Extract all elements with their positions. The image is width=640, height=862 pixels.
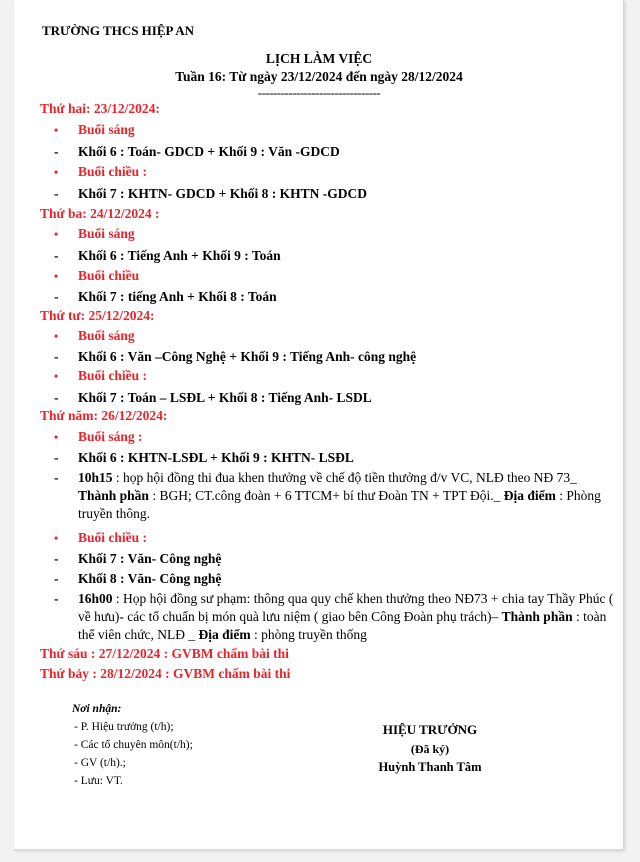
- schedule-item: - Khối 6 : Tiếng Anh + Khối 9 : Toán: [54, 248, 281, 263]
- session-label: • Buổi sáng :: [54, 429, 143, 444]
- day-friday: Thứ sáu : 27/12/2024 : GVBM chấm bài thi: [40, 646, 289, 661]
- session-label: • Buổi sáng: [54, 122, 135, 137]
- day-saturday: Thứ bảy : 28/12/2024 : GVBM chấm bài thi: [40, 666, 291, 681]
- session-label: • Buổi sáng: [54, 328, 135, 343]
- recipient-item: - GV (t/h).;: [74, 757, 126, 769]
- recipients-label: Nơi nhận:: [72, 703, 122, 715]
- schedule-item: - Khối 7 : Văn- Công nghệ: [54, 551, 222, 566]
- recipient-item: - Các tổ chuyên môn(t/h);: [74, 739, 193, 751]
- school-name: TRƯỜNG THCS HIỆP AN: [42, 23, 195, 38]
- session-label: • Buổi chiều :: [54, 368, 148, 383]
- document-title: LỊCH LÀM VIỆC: [265, 51, 373, 66]
- schedule-item: - Khối 6 : KHTN-LSĐL + Khối 9 : KHTN- LSĐL: [54, 450, 354, 465]
- signer-role: HIỆU TRƯỞNG: [382, 722, 478, 737]
- schedule-item: - Khối 6 : Toán- GDCD + Khối 9 : Văn -GDCD: [54, 144, 340, 159]
- signer-status: (Đã ký): [410, 742, 450, 756]
- session-label: • Buổi chiều :: [54, 530, 148, 545]
- session-label: • Buổi sáng: [54, 226, 135, 241]
- session-label: • Buổi chiều :: [54, 164, 148, 179]
- session-label: • Buổi chiều: [54, 268, 140, 283]
- day-tuesday: Thứ ba: 24/12/2024 :: [40, 206, 160, 221]
- title-separator: --------------------------------: [257, 85, 381, 100]
- schedule-item: - Khối 6 : Văn –Công Nghệ + Khối 9 : Tiếng Anh- công nghệ: [54, 349, 417, 364]
- document-subtitle: Tuần 16: Từ ngày 23/12/2024 đến ngày 28/12/2024: [175, 69, 463, 84]
- signer-name: Huỳnh Thanh Tâm: [378, 760, 482, 774]
- schedule-item: - Khối 8 : Văn- Công nghệ: [54, 571, 222, 586]
- schedule-item-meeting: - 10h15 : họp hội đồng thi đua khen thưởng về chế độ tiền thưởng đ/v VC, NLĐ theo NĐ 73_ Thành phần : BGH; CT.công đoàn + 6 TTCM+ bí thư Đoàn TN + TPT Đội._ Địa điểm : Phòng truyền thông.: [54, 470, 601, 521]
- day-wednesday: Thứ tư: 25/12/2024:: [40, 308, 155, 323]
- day-thursday: Thứ năm: 26/12/2024:: [40, 408, 168, 423]
- schedule-item: - Khối 7 : Toán – LSĐL + Khối 8 : Tiếng Anh- LSDL: [54, 390, 372, 405]
- document-page: [14, 0, 624, 850]
- recipient-item: - P. Hiệu trưởng (t/h);: [74, 721, 174, 733]
- day-monday: Thứ hai: 23/12/2024:: [40, 101, 160, 116]
- schedule-item: - Khối 7 : tiếng Anh + Khối 8 : Toán: [54, 289, 277, 304]
- recipient-item: - Lưu: VT.: [74, 775, 123, 787]
- schedule-item: - Khối 7 : KHTN- GDCD + Khối 8 : KHTN -GDCD: [54, 186, 367, 201]
- schedule-item-meeting: - 16h00 : Họp hội đồng sư phạm: thông qua quy chế khen thưởng theo NĐ73 + chia tay Thầy Phúc ( về hưu)- các tổ chuẩn bị món quà lưu niệm ( giao bên Công Đoàn phụ trách)– Thành phần : toàn thể viên chức, NLĐ _ Địa điểm : phòng truyền thống: [54, 591, 614, 642]
